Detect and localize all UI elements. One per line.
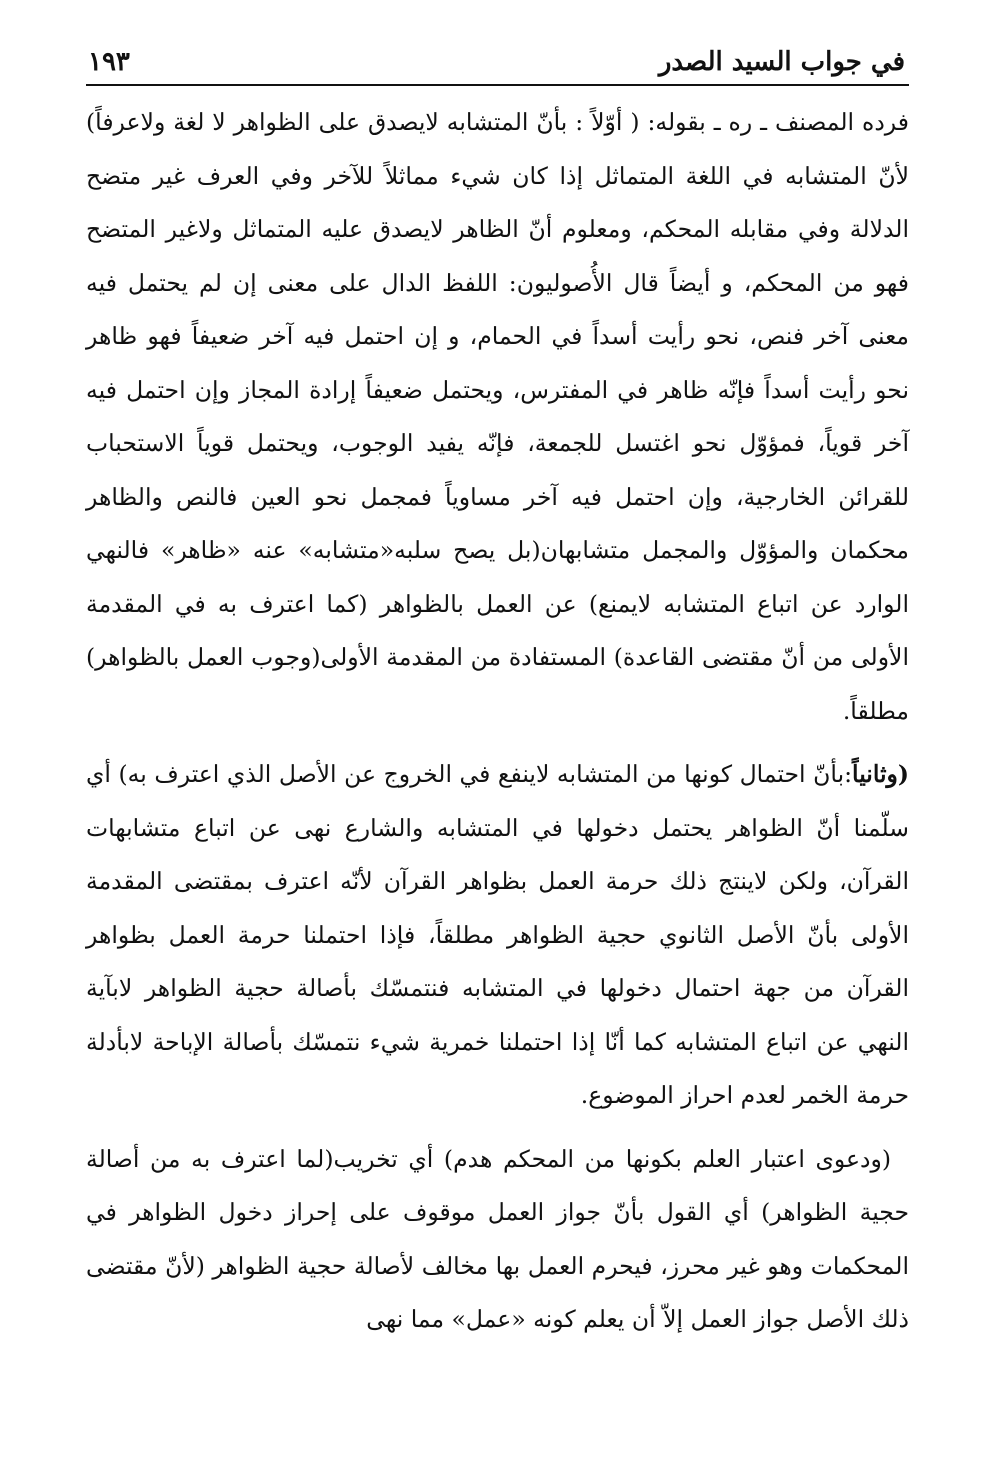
- paragraph-3-text: (ودعوى اعتبار العلم بكونها من المحكم هدم) أي تخريب(لما اعترف به من أصالة حجية الظواهر) أي القول بأنّ جواز العمل موقوف على إحراز دخول الظواهر في المحكمات وهو غير محرز، فيحرم العمل بها مخالف لأصالة حجية الظواهر (لأنّ مقتضى ذلك الأصل جواز العمل إلاّ أن يعلم كونه «عمل» مما نهى: [86, 1144, 909, 1333]
- page-header: [88, 40, 905, 80]
- page-number: ١٩٣: [88, 47, 130, 77]
- paragraph-2-text: :بأنّ احتمال كونها من المتشابه لاينفع في الخروج عن الأصل الذي اعترف به) أي سلّمنا أنّ الظواهر يحتمل دخولها في المتشابه والشارع نهى عن اتباع متشابهات القرآن، ولكن لاينتج ذلك حرمة العمل بظواهر القرآن لأنّه اعترف بمقتضى المقدمة الأولى بأنّ الأصل الثانوي حجية الظواهر مطلقاً، فإذا احتملنا حرمة العمل بظواهر القرآن من جهة احتمال دخولها في المتشابه فنتمسّك بأصالة حجية الظواهر لابآية النهي عن اتباع المتشابه كما أنّا إذا احتملنا خمرية شيء نتمسّك بأصالة الإباحة لابأدلة حرمة الخمر لعدم احراز الموضوع.: [86, 760, 909, 1109]
- paragraph-2-lead: (وثانياً: [852, 760, 909, 788]
- header-rule: [86, 84, 909, 86]
- paragraph-2: [86, 748, 909, 1123]
- paragraph-1-text: فرده المصنف ـ ره ـ بقوله: ( أوّلاً : بأنّ المتشابه لايصدق على الظواهر لا لغة ولاعرفاً) لأنّ المتشابه في اللغة المتماثل إذا كان شيء مماثلاً للآخر وفي العرف غير متضح الدلالة وفي مقابله المحكم، ومعلوم أنّ الظاهر لايصدق عليه المتماثل ولاغير المتضح فهو من المحكم، و أيضاً قال الأُصوليون: اللفظ الدال على معنى إن لم يحتمل فيه معنى آخر فنص، نحو رأيت أسداً في الحمام، و إن احتمل فيه آخر ضعيفاً فهو ظاهر نحو رأيت أسداً فإنّه ظاهر في المفترس، ويحتمل ضعيفاً إرادة المجاز وإن احتمل فيه آخر قوياً، فمؤوّل نحو اغتسل للجمعة، فإنّه يفيد الوجوب، ويحتمل قوياً الاستحباب للقرائن الخارجية، وإن احتمل فيه آخر مساوياً فمجمل نحو العين فالنص والظاهر محكمان والمؤوّل والمجمل متشابهان(بل يصح سلبه«متشابه» عنه «ظاهر» فالنهي الوارد عن اتباع المتشابه لايمنع) عن العمل بالظواهر (كما اعترف به في المقدمة الأولى من أنّ مقتضى القاعدة) المستفادة من المقدمة الأولى(وجوب العمل بالظواهر) مطلقاً.: [86, 108, 909, 725]
- body-text: [86, 96, 909, 1357]
- paragraph-3: [86, 1133, 909, 1347]
- paragraph-1: [86, 96, 909, 738]
- running-title: في جواب السيد الصدر: [658, 47, 905, 77]
